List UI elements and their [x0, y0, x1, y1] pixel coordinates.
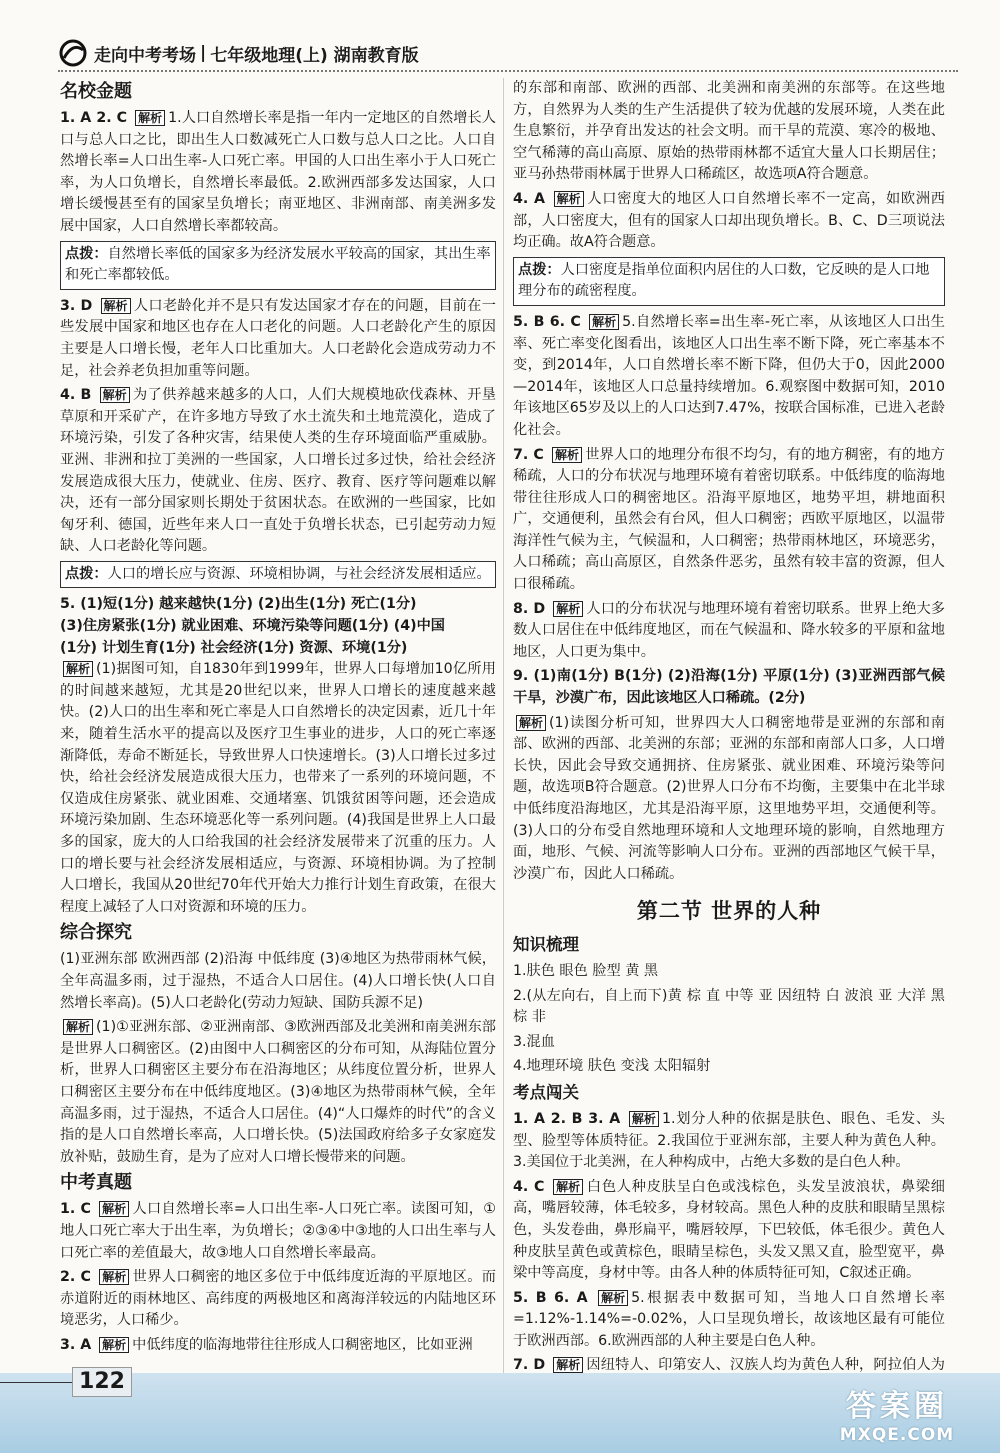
- answer-item: 3.混血: [513, 1033, 555, 1050]
- analysis-tag: 解析: [99, 1201, 129, 1217]
- answer-item: 8. D 解析 人口的分布状况与地理环境有着密切联系。世界上绝大多数人口居住在中低纬度地区，而在气候温和、降水较多的平原和盆地地区，人口更为集中。: [513, 600, 945, 660]
- right-column: [513, 78, 945, 1426]
- watermark-logo: 答案圈: [846, 1389, 948, 1424]
- analysis-tag: 解析: [589, 314, 619, 330]
- analysis-tag: 解析: [101, 298, 131, 314]
- answer-item: 7. C 解析 世界人口的地理分布很不均匀，有的地方稠密，有的地方稀疏，人口的分布状况与地理环境有着密切联系。中低纬度的临海地带往往形成人口的稠密地区。沿海平原地区，地势平坦，耕地面积广，交通便利，虽然会有台风，但人口稠密；西欧平原地区，以温带海洋性气候为主，气候温和，人口稠密；热带雨林地区，环境恶劣，人口稀疏；高山高原区，自然条件恶劣，虽然有较丰富的资源，但人口很稀疏。: [513, 446, 945, 593]
- brand-logo-icon: [58, 38, 88, 68]
- answer-item: 1.肤色 眼色 脸型 黄 黑: [513, 962, 659, 979]
- header-separator: |: [200, 43, 207, 63]
- answer-item: 1. A 2. C 解析 1.人口自然增长率是指一年内一定地区的自然增长人口与总人口之比，即出生人口数减死亡人口数与总人口之比。人口自然增长率=人口出生率-人口死亡率。甲国的人口出生率小于人口死亡率，为人口负增长，自然增长率最低。2.欧洲西部多发达国家，人口增长缓慢甚至有的国家呈负增长；南亚地区、非洲南部、南美洲多发展中国家，人口自然增长率都较高。: [60, 110, 496, 234]
- analysis-tag: 解析: [552, 447, 582, 463]
- section-heading: 综合探究: [60, 922, 132, 944]
- answer-item: 7. D 解析 因纽特人、印第安人、汉族人均为黄色人种，阿拉伯人为: [513, 1357, 945, 1374]
- analysis-text: 解析 (1)据图可知，自1830年到1999年，世界人口每增加10亿所用的时间越来越短，尤其是20世纪以来，世界人口增长的速度越来越快。(2)人口的出生率和死亡率是人口自然增长的决定因素，近几十年来，随着生活水平的提高以及医疗卫生事业的进步，人口的死亡率逐渐降低，寿命不断延长，导致世界人口快速增长。(3)人口增长过多过快，给社会经济发展造成很大压力，也带来了一系列的环境问题，不仅造成住房紧张、就业困难、交通堵塞、饥饿贫困等问题，还会造成环境污染加剧、生态环境恶化等一系列问题。(4)我国是世界上人口最多的国家，庞大的人口给我国的社会经济发展带来了沉重的压力。人口的增长要与社会经济发展相适应，与资源、环境相协调。为了控制人口增长，我国从20世纪70年代开始大力推行计划生育政策，在很大程度上减轻了人口对资源和环境的压力。: [60, 661, 496, 915]
- answer-item: 5. B 6. A 解析 5.根据表中数据可知，当地人口自然增长率=1.12%-1.14%=-0.02%，人口呈现负增长，故该地区最有可能位于欧洲西部。6.欧洲西部的人种主要是白色人种。: [513, 1289, 945, 1349]
- tip-box: 点拨：人口密度是指单位面积内居住的人口数，它反映的是人口地理分布的疏密程度。: [513, 257, 945, 306]
- column-divider: [503, 78, 504, 1383]
- section-heading: 考点闯关: [513, 1082, 579, 1102]
- answer-item: 1. C 解析 人口自然增长率=人口出生率-人口死亡率。读图可知，①地人口死亡率大于出生率，为负增长；②③④中③地的人口出生率与人口死亡率的差值最大，故③地人口自然增长率最高。: [60, 1201, 496, 1261]
- answer-item: 2.(从左向右，自上而下)黄 棕 直 中等 亚 因纽特 白 波浪 亚 大洋 黑棕 非: [513, 987, 945, 1026]
- answer-item: (1分) 计划生育(1分) 社会经济(1分) 资源、环境(1分): [60, 639, 408, 656]
- watermark: [822, 1389, 972, 1445]
- chapter-title: 第二节 世界的人种: [636, 899, 822, 924]
- analysis-tag: 解析: [99, 1269, 129, 1285]
- answer-item: 4. C 解析 白色人种皮肤呈白色或浅棕色，头发呈波浪状，鼻梁细高，嘴唇较薄，体毛较多，身材较高。黑色人种的皮肤和眼睛呈黑棕色，头发卷曲，鼻形扁平，嘴唇较厚，下巴较低，体毛很少。黄色人种皮肤呈黄色或黄棕色，眼睛呈棕色，头发又黑又直，脸型宽平，鼻梁中等高度，身材中等。由各人种的体质特征可知，C叙述正确。: [513, 1178, 945, 1282]
- answer-item: 1. A 2. B 3. A 解析 1.划分人种的依据是肤色、眼色、毛发、头型、脸型等体质特征。2.我国位于亚洲东部，主要人种为黄色人种。3.美国位于北美洲，在人种构成中，占绝大多数的是白色人种。: [513, 1110, 945, 1171]
- tip-box: 点拨：自然增长率低的国家多为经济发展水平较高的国家，其出生率和死亡率都较低。: [60, 241, 496, 290]
- answer-item: 4. B 解析 为了供养越来越多的人口，人们大规模地砍伐森林、开垦草原和开采矿产，在许多地方导致了水土流失和土地荒漠化，造成了环境污染，引发了各种灾害，结果使人类的生存环境面临严重威胁。亚洲、非洲和拉丁美洲的一些国家，人口增长过多过快，给社会经济发展造成很大压力，使就业、住房、医疗、教育、医疗等问题难以解决，还有一部分国家则长期处于贫困状态。在欧洲的一些国家，比如匈牙利、德国，近些年来人口一直处于负增长状态，已引起劳动力短缺、人口老龄化等问题。: [60, 387, 496, 555]
- analysis-tag: 解析: [554, 191, 584, 207]
- analysis-tag: 解析: [135, 110, 165, 126]
- analysis-text: 解析 (1)读图分析可知，世界四大人口稠密地带是亚洲的东部和南部、欧洲的西部、北美洲的东部；亚洲的东部和南部人口多，人口增长快，因此会导致交通拥挤、住房紧张、就业困难、环境污染等问题，故选项B符合题意。(2)世界人口分布不均衡，主要集中在北半球中低纬度沿海地区，尤其是沿海平原，这里地势平坦，交通便利等。(3)人口的分布受自然地理环境和人文地理环境的影响，自然地理方面，地形、气候、河流等影响人口分布。亚洲的西部地区气候干旱，沙漠广布，因此人口稀疏。: [513, 714, 945, 882]
- answer-item: 5. (1)短(1分) 越来越快(1分) (2)出生(1分) 死亡(1分): [60, 596, 417, 613]
- tip-box: 点拨：人口的增长应与资源、环境相协调，与社会经济发展相适应。: [60, 561, 496, 589]
- header-rule: [58, 70, 958, 72]
- answer-item: 2. C 解析 世界人口稠密的地区多位于中低纬度近海的平原地区。而赤道附近的雨林地区、高纬度的两极地区和离海洋较远的内陆地区环境恶劣，人口稀少。: [60, 1269, 496, 1329]
- analysis-tag: 解析: [63, 1019, 93, 1035]
- answer-item: 4.地理环境 肤色 变浅 太阳辐射: [513, 1058, 711, 1075]
- answer-item: (3)住房紧张(1分) 就业困难、环境污染等问题(1分) (4)中国: [60, 618, 445, 635]
- analysis-tag: 解析: [99, 1337, 129, 1353]
- analysis-tag: 解析: [553, 601, 583, 617]
- answer-item: (1)亚洲东部 欧洲西部 (2)沿海 中低纬度 (3)④地区为热带雨林气候，全年高温多雨，过于湿热，不适合人口居住。(4)人口增长快(人口自然增长率高)。(5)人口老龄化(劳动力短缺、国防兵源不足): [60, 951, 496, 1011]
- section-heading: 知识梳理: [513, 934, 579, 954]
- analysis-tag: 解析: [553, 1357, 583, 1373]
- answer-item: 9. (1)南(1分) B(1分) (2)沿海(1分) 平原(1分) (3)亚洲西部气候干旱，沙漠广布，因此该地区人口稀疏。(2分): [513, 668, 945, 707]
- page-number-rule: [0, 1382, 72, 1383]
- answer-item: 3. D 解析 人口老龄化并不是只有发达国家才存在的问题，目前在一些发展中国家和地区也存在人口老化的问题。人口老龄化产生的原因主要是人口增长慢，老年人口比重加大。人口老龄化会造成劳动力不足，社会养老负担加重等问题。: [60, 297, 496, 379]
- page-number: 122: [72, 1367, 132, 1397]
- watermark-url: MXQE.COM: [839, 1425, 955, 1445]
- left-column: [60, 78, 496, 1359]
- brand-name: 走向中考考场: [94, 45, 196, 66]
- analysis-tag: 解析: [100, 387, 130, 403]
- book-title: 七年级地理(上) 湖南教育版: [210, 45, 419, 66]
- answer-item: 5. B 6. C 解析 5.自然增长率=出生率-死亡率，从该地区人口出生率、死亡率变化图看出，该地区人口出生率不断下降，死亡率基本不变，到2014年，人口自然增长率不断下降，但仍大于0，因此2000—2014年，该地区人口总量持续增加。6.观察图中数据可知，2010年该地区65岁及以上的人口达到7.47%，按联合国标准，已进入老龄化社会。: [513, 313, 946, 438]
- analysis-text: 的东部和南部、欧洲的西部、北美洲和南美洲的东部等。在这些地方，自然界为人类的生产生活提供了较为优越的发展环境，人类在此生息繁衍，并孕育出发达的社会文明。而干旱的荒漠、寒冷的极地、空气稀薄的高山高原、原始的热带雨林都不适宜大量人口长期居住；亚马孙热带雨林属于世界人口稀疏区，故选项A符合题意。: [513, 80, 945, 183]
- analysis-tag: 解析: [598, 1290, 628, 1306]
- analysis-tag: 解析: [629, 1111, 659, 1127]
- section-heading: 中考真题: [60, 1172, 132, 1194]
- analysis-tag: 解析: [553, 1179, 583, 1195]
- answer-item: 4. A 解析 人口密度大的地区人口自然增长率不一定高，如欧洲西部，人口密度大，但有的国家人口却出现负增长。B、C、D三项说法均正确。故A符合题意。: [513, 190, 945, 251]
- analysis-tag: 解析: [516, 715, 546, 731]
- analysis-tag: 解析: [63, 661, 93, 677]
- answer-item: 3. A 解析 中低纬度的临海地带往往形成人口稠密地区，比如亚洲: [60, 1336, 473, 1353]
- analysis-text: 解析 (1)①亚洲东部、②亚洲南部、③欧洲西部及北美洲和南美洲东部是世界人口稠密区。(2)由图中人口稠密区的分布可知，从海陆位置分析，世界人口稠密区主要分布在沿海地区；从纬度位置分析，世界人口稠密区主要分布在中低纬度地区。(3)④地区为热带雨林气候，全年高温多雨，过于湿热，不适合人口居住。(4)“人口爆炸的时代”的含义指的是人口自然增长率高，人口增长快。(5)法国政府给多子女家庭发放补贴，鼓励生育，是为了应对人口增长慢带来的问题。: [60, 1019, 496, 1165]
- section-heading: 名校金题: [60, 81, 132, 102]
- page-header: [58, 38, 419, 68]
